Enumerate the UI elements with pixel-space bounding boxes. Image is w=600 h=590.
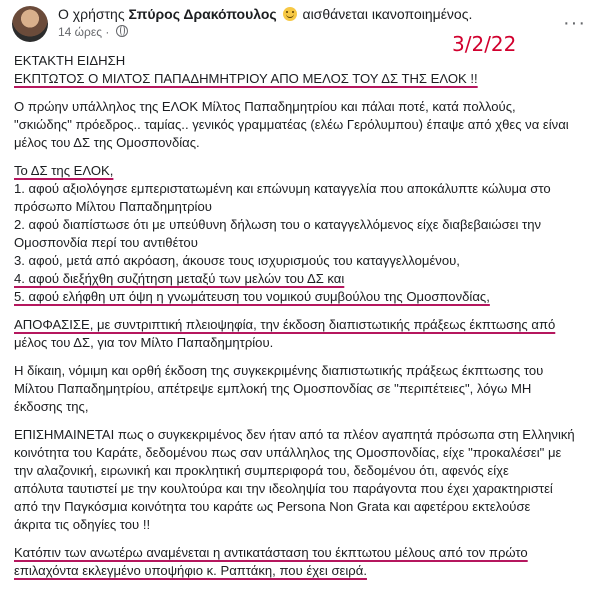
text-line: "σκιώδης" πρόεδρος.. ταμίας.. γενικός γραμματέας (ελέω Γερόλυμπου) έπαψε από χθες να είναι [14,117,569,132]
text-line: έκδοσης της, [14,399,89,414]
text-line: την αλαζονική, ειρωνική και προκλητική συμπεριφορά του, δεδομένου ότι, αφενός είχε [14,463,509,478]
post-title-line [58,6,472,22]
text-line: Μίλτου Παπαδημητρίου, απέτρεψε εμπλοκή της Ομοσπονδίας σε "περιπέτειες", λόγω ΜΗ [14,381,532,396]
text-line: ΕΚΤΑΚΤΗ ΕΙΔΗΣΗ [14,53,126,68]
text-line: κοινότητα του Καράτε, δεδομένου πως σαν υπάλληλος της Ομοσπονδίας, είχε "προκαλέσει" με [14,445,562,460]
emphasis-paragraph [14,426,590,534]
headline-paragraph [14,52,590,88]
text-line: από την Παγκόσμια κοινότητα του καράτε ως Persona Non Grata και αφετέρου εκτελούσε [14,499,531,514]
text-line: πρόσωπο Μίλτου Παπαδημητρίου [14,199,212,214]
justice-paragraph [14,362,590,416]
globe-icon [116,25,128,37]
more-options-icon[interactable]: ··· [563,12,586,34]
text-line: Ο πρώην υπάλληλος της ΕΛΟΚ Μίλτος Παπαδημητρίου και πάλαι ποτέ, κατά πολλούς, [14,99,516,114]
text-line: 5. αφού ελήφθη υπ όψη η γνωμάτευση του νομικού συμβούλου της Ομοσπονδίας, [14,289,490,304]
text-line: άκριτα τις οδηγίες του !! [14,517,151,532]
decision-paragraph [14,316,590,352]
text-line: ΕΚΠΤΩΤΟΣ Ο ΜΙΛΤΟΣ ΠΑΠΑΔΗΜΗΤΡΙΟΥ ΑΠΟ ΜΕΛΟΣ ΤΟΥ ΔΣ ΤΗΣ ΕΛΟΚ !! [14,71,478,86]
board-paragraph [14,162,590,306]
post-time[interactable]: 14 ώρες · [58,25,110,39]
post-body [14,52,590,590]
avatar[interactable] [12,6,48,42]
text-line: 2. αφού διαπίστωσε ότι με υπεύθυνη δήλωση του ο καταγγελλόμενος είχε διαβεβαιώσει την [14,217,542,232]
feeling-text: αισθάνεται ικανοποιημένος. [302,6,473,22]
text-line: Ομοσπονδία περί του αντιθέτου [14,235,198,250]
closing-paragraph [14,544,590,580]
text-line: 3. αφού, μετά από ακρόαση, άκουσε τους ισχυρισμούς του καταγγελλομένου, [14,253,460,268]
text-line: Κατόπιν των ανωτέρω αναμένεται η αντικατάσταση του έκπτωτου μέλους από τον πρώτο [14,545,528,560]
intro-paragraph [14,98,590,152]
text-line: Το ΔΣ της ΕΛΟΚ, [14,163,114,178]
stamp-date: 3/2/22 [452,32,517,56]
text-line: ΑΠΟΦΑΣΙΣΕ, με συντριπτική πλειοψηφία, την έκδοση διαπιστωτικής πράξεως έκπτωσης από [14,317,556,332]
text-line: ΕΠΙΣΗΜΑΙΝΕΤΑΙ πως ο συγκεκριμένος δεν ήταν από τα πλέον αγαπητά πρόσωπα στη Ελληνική [14,427,575,442]
text-line: μέλος του ΔΣ, για τον Μίλτο Παπαδημητρίου. [14,335,274,350]
text-line: 4. αφού διεξήχθη συζήτηση μεταξύ των μελών του ΔΣ και [14,271,345,286]
text-line: μέλος του ΔΣ της Ομοσπονδίας. [14,135,200,150]
author-name[interactable]: Σπύρος Δρακόπουλος [128,6,277,22]
text-line: Η δίκαιη, νόμιμη και ορθή έκδοση της συγκεκριμένης διαπιστωτικής πράξεως έκπτωσης του [14,363,544,378]
post-meta [58,25,128,39]
text-line: 1. αφού αξιολόγησε εμπεριστατωμένη και επώνυμη καταγγελία που αποκάλυπτε κώλυμα στο [14,181,551,196]
text-line: επιλαχόντα εκλεγμένο υποψήφιο κ. Ραπτάκη, που έχει σειρά. [14,563,367,578]
text-line: απόλυτα ταυτιστεί με την κουλτούρα και την ιδεοληψία του παράγοντα που έχει χαρακτηριστεί [14,481,553,496]
author-prefix: Ο χρήστης [58,6,125,22]
smile-emoji-icon [283,7,297,21]
